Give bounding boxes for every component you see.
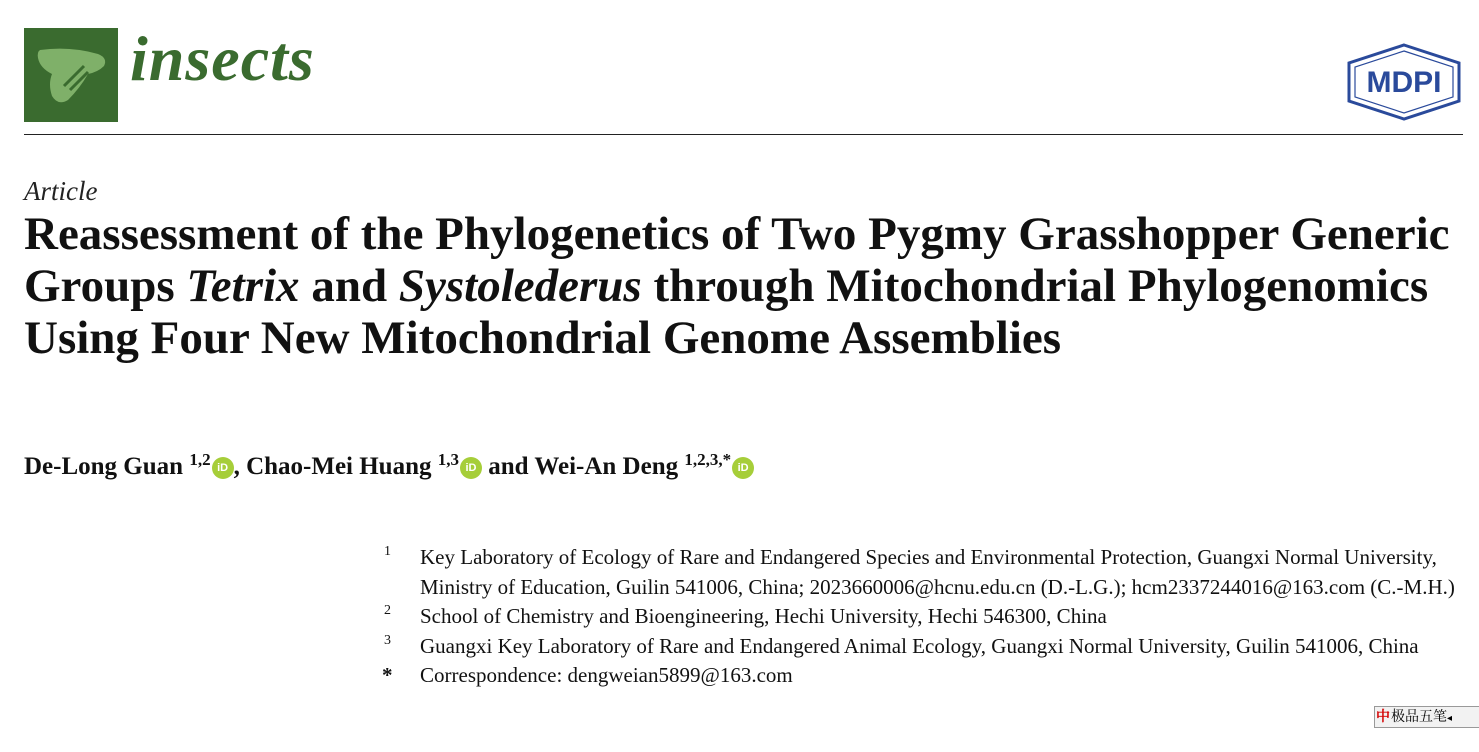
author-name: De-Long Guan bbox=[24, 453, 184, 480]
title-genus-tetrix: Tetrix bbox=[186, 260, 300, 312]
affiliation-text: School of Chemistry and Bioengineering, Hechi University, Hechi 546300, China bbox=[420, 604, 1107, 628]
affiliation-item bbox=[380, 602, 1470, 632]
affiliation-list bbox=[380, 543, 1470, 691]
title-genus-systolederus: Systolederus bbox=[398, 260, 642, 312]
affiliation-item bbox=[380, 632, 1470, 662]
affiliation-number: 3 bbox=[384, 632, 391, 648]
ime-label[interactable]: 极品五笔 bbox=[1391, 709, 1447, 725]
title-part-3: through Mitochondrial Phylogenomics Using Four New Mitochondrial Genome Assemblies bbox=[24, 260, 1429, 364]
journal-logo bbox=[24, 28, 118, 122]
mdpi-logo-text: MDPI bbox=[1366, 66, 1442, 99]
author-affiliation-marker: 1,2,3,* bbox=[684, 450, 732, 469]
mdpi-hexagon-icon bbox=[1345, 42, 1463, 122]
author-affiliation-marker: 1,2 bbox=[189, 450, 211, 469]
journal-name: insects bbox=[130, 23, 315, 94]
paper-title bbox=[24, 208, 1464, 364]
orcid-icon[interactable]: iD bbox=[460, 457, 482, 479]
ime-arrow-icon[interactable]: ◂ bbox=[1447, 713, 1453, 724]
correspondence-text: Correspondence: dengweian5899@163.com bbox=[420, 663, 793, 687]
author-name: Wei-An Deng bbox=[534, 453, 679, 480]
author-affiliation-marker: 1,3 bbox=[437, 450, 459, 469]
correspondence-item bbox=[380, 661, 1470, 691]
journal-header bbox=[24, 23, 1463, 135]
affiliation-text: Guangxi Key Laboratory of Rare and Endangered Animal Ecology, Guangxi Normal University, Guilin 541006, China bbox=[420, 633, 1419, 658]
title-part-1: Reassessment of the Phylogenetics of Two Pygmy Grasshopper Generic Groups bbox=[24, 208, 1450, 312]
insect-logo-icon bbox=[24, 28, 118, 122]
author-separator: and bbox=[482, 453, 535, 480]
affiliation-number: 2 bbox=[384, 603, 391, 618]
orcid-icon[interactable]: iD bbox=[212, 457, 234, 479]
title-part-2: and bbox=[299, 260, 399, 312]
orcid-icon[interactable]: iD bbox=[732, 457, 754, 479]
article-type: Article bbox=[24, 176, 98, 206]
affiliation-text: Key Laboratory of Ecology of Rare and Endangered Species and Environmental Protection, Guangxi Normal University, Ministry of Education, Guilin 541006, China; 2023660006@hcnu.edu.cn (D.-L.G.); hcm2337244016@163.com (C.-M.H.) bbox=[420, 545, 1455, 599]
author-separator: , bbox=[233, 453, 247, 480]
ime-chinese-mode-icon[interactable]: 中 bbox=[1376, 709, 1390, 725]
author-name: Chao-Mei Huang bbox=[246, 453, 432, 480]
affiliation-number: 1 bbox=[384, 544, 391, 559]
author-list bbox=[24, 450, 754, 481]
mdpi-logo bbox=[1345, 42, 1463, 122]
correspondence-marker: * bbox=[382, 663, 393, 687]
affiliation-item bbox=[380, 543, 1470, 602]
ime-toolbar[interactable] bbox=[1374, 706, 1479, 728]
